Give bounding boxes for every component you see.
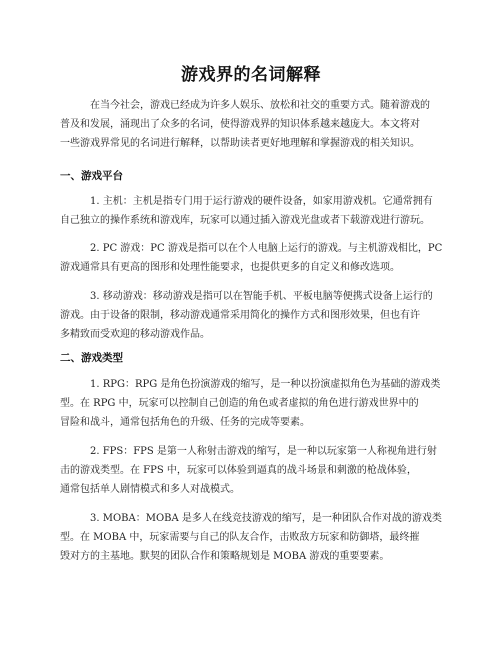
paragraph-line: 多精致而受欢迎的移动游戏作品。 [60,329,210,340]
genre-item-fps [60,442,440,499]
document-title: 游戏界的名词解释 [181,65,321,85]
paragraph-line: 3. MOBA：MOBA 是多人在线竞技游戏的缩写，是一种团队合作对战的游戏类 [90,513,442,524]
paragraph-line: 击的游戏类型。在 FPS 中，玩家可以体验到逼真的战斗场景和刺激的枪战体验， [60,465,417,476]
intro-paragraph [60,96,440,153]
paragraph-line: 2. PC 游戏：PC 游戏是指可以在个人电脑上运行的游戏。与主机游戏相比，PC [90,243,443,254]
platform-item-console [60,192,440,230]
paragraph-line: 毁对方的主基地。默契的团队合作和策略规划是 MOBA 游戏的重要要素。 [60,551,390,562]
paragraph-line: 游戏通常具有更高的图形和处理性能要求，也提供更多的自定义和修改选项。 [60,262,400,273]
platform-item-pc [60,239,443,277]
intro-line: 一些游戏界常见的名词进行解释，以帮助读者更好地理解和掌握游戏的相关知识。 [60,138,420,149]
paragraph-line: 通常包括单人剧情模式和多人对战模式。 [60,484,240,495]
paragraph-line: 游戏。由于设备的限制，移动游戏通常采用简化的操作方式和图形效果，但也有许 [60,310,420,321]
genre-item-moba [60,509,440,566]
paragraph-line: 3. 移动游戏：移动游戏是指可以在智能手机、平板电脑等便携式设备上运行的 [90,291,433,302]
paragraph-line: 2. FPS：FPS 是第一人称射击游戏的缩写，是一种以玩家第一人称视角进行射 [90,446,437,457]
paragraph-line: 1. 主机：主机是指专门用于运行游戏的硬件设备，如家用游戏机。它通常拥有 [90,196,433,207]
paragraph-line: 型。在 RPG 中，玩家可以控制自己创造的角色或者虚拟的角色进行游戏世界中的 [60,398,419,409]
section-heading-platforms: 一、游戏平台 [60,170,123,182]
paragraph-line: 冒险和战斗，通常包括角色的升级、任务的完成等要素。 [60,417,310,428]
genre-item-rpg [60,375,440,432]
paragraph-line: 1. RPG：RPG 是角色扮演游戏的缩写，是一种以扮演虚拟角色为基础的游戏类 [90,379,441,390]
section-heading-genres: 二、游戏类型 [60,352,123,364]
paragraph-line: 型。在 MOBA 中，玩家需要与自己的队友合作，击败敌方玩家和防御塔，最终摧 [60,532,420,543]
platform-item-mobile [60,287,440,344]
intro-line: 在当今社会，游戏已经成为许多人娱乐、放松和社交的重要方式。随着游戏的 [90,100,430,111]
intro-line: 普及和发展，涌现出了众多的名词，使得游戏界的知识体系越来越庞大。本文将对 [60,119,420,130]
paragraph-line: 自己独立的操作系统和游戏库，玩家可以通过插入游戏光盘或者下载游戏进行游玩。 [60,215,430,226]
